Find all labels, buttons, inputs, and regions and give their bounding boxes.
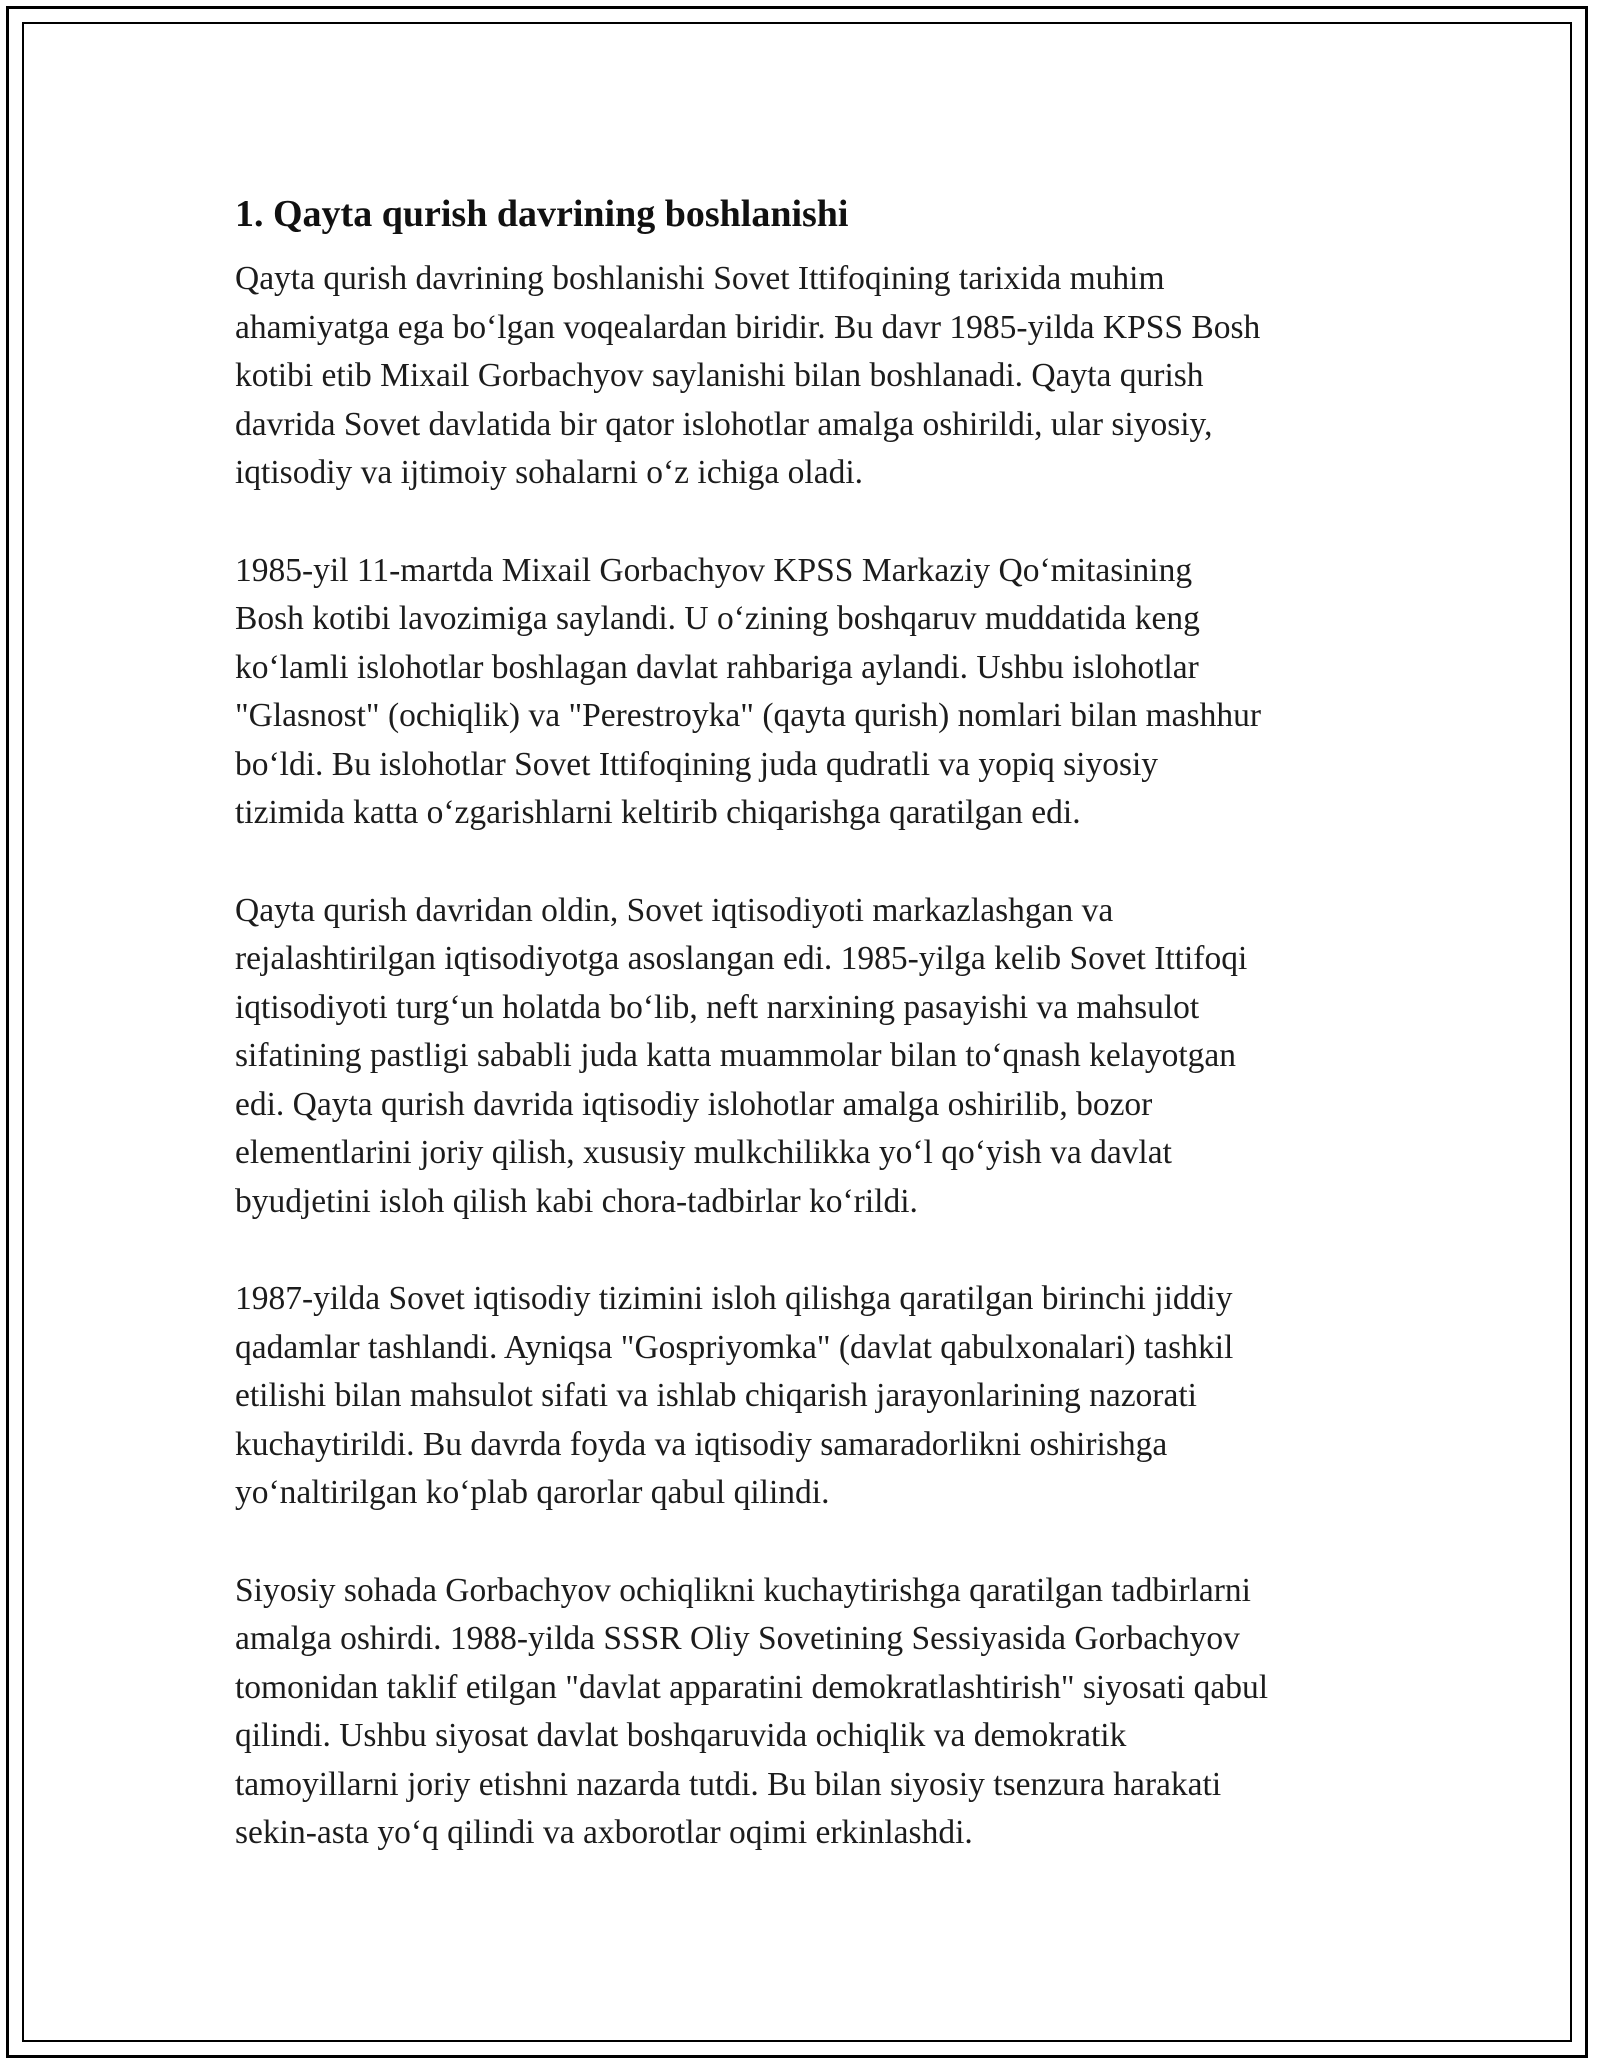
paragraph-5: Siyosiy sohada Gorbachyov ochiqlikni kuchaytirishga qaratilgan tadbirlarni amalga oshirdi. 1988-yilda SSSR Oliy Sovetining Sessiyasida Gorbachyov tomonidan taklif etilgan "davlat apparatini demokratlashtirish" siyosati qabul qilindi. Ushbu siyosat davlat boshqaruvida ochiqlik va demokratik tamoyillarni joriy etishni nazarda tutdi. Bu bilan siyosiy tsenzura harakati sekin-asta yo‘q qilindi va axborotlar oqimi erkinlashdi. (235, 1571, 1269, 1851)
paragraph-1: Qayta qurish davrining boshlanishi Sovet Ittifoqining tarixida muhim ahamiyatga ega bo‘lgan voqealardan biridir. Bu davr 1985-yilda KPSS Bosh kotibi etib Mixail Gorbachyov saylanishi bilan boshlanadi. Qayta qurish davrida Sovet davlatida bir qator islohotlar amalga oshirildi, ular siyosiy, iqtisodiy va ijtimoiy sohalarni o‘z ichiga oladi. (235, 260, 1261, 491)
document-body (235, 185, 1375, 1907)
paragraph-3: Qayta qurish davridan oldin, Sovet iqtisodiyoti markazlashgan va rejalashtirilgan iqtisodiyotga asoslangan edi. 1985-yilga kelib Sovet Ittifoqi iqtisodiyoti turg‘un holatda bo‘lib, neft narxining pasayishi va mahsulot sifatining pastligi sababli juda katta muammolar bilan to‘qnash kelayotgan edi. Qayta qurish davrida iqtisodiy islohotlar amalga oshirilib, bozor elementlarini joriy qilish, xususiy mulkchilikka yo‘l qo‘yish va davlat byudjetini isloh qilish kabi chora-tadbirlar ko‘rildi. (235, 891, 1248, 1220)
paragraph-2: 1985-yil 11-martda Mixail Gorbachyov KPSS Markaziy Qo‘mitasining Bosh kotibi lavozimiga saylandi. U o‘zining boshqaruv muddatida keng ko‘lamli islohotlar boshlagan davlat rahbariga aylandi. Ushbu islohotlar "Glasnost" (ochiqlik) va "Perestroyka" (qayta qurish) nomlari bilan mashhur bo‘ldi. Bu islohotlar Sovet Ittifoqining juda qudratli va yopiq siyosiy tizimida katta o‘zgarishlarni keltirib chiqarishga qaratilgan edi. (235, 551, 1261, 831)
paragraph-4: 1987-yilda Sovet iqtisodiy tizimini isloh qilishga qaratilgan birinchi jiddiy qadamlar tashlandi. Ayniqsa "Gospriyomka" (davlat qabulxonalari) tashkil etilishi bilan mahsulot sifati va ishlab chiqarish jarayonlarining nazorati kuchaytirildi. Bu davrda foyda va iqtisodiy samaradorlikni oshirishga yo‘naltirilgan ko‘plab qarorlar qabul qilindi. (235, 1280, 1234, 1511)
section-heading: 1. Qayta qurish davrining boshlanishi (235, 193, 849, 235)
